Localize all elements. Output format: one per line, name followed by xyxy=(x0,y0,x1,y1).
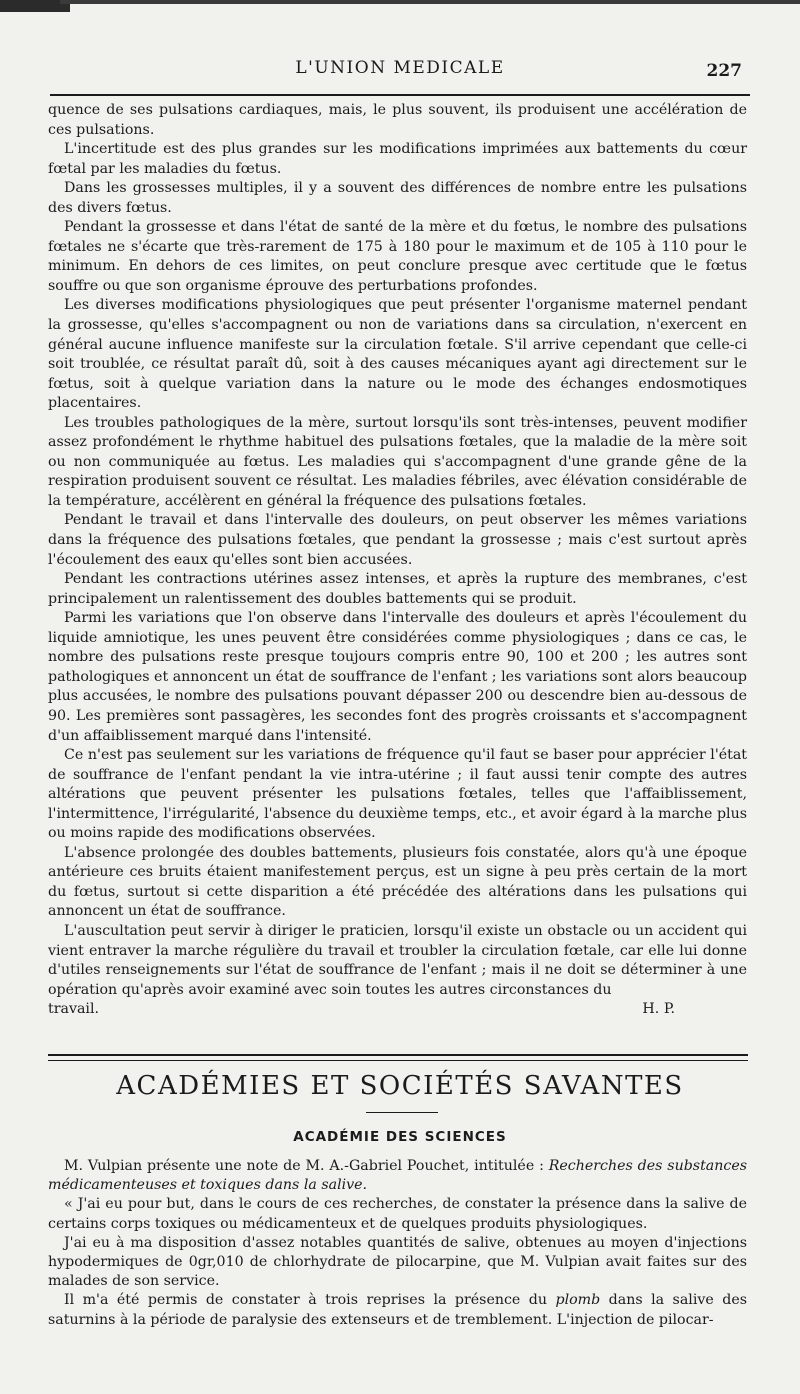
article-body xyxy=(48,101,747,1020)
page-number: 227 xyxy=(706,61,742,81)
paragraph: L'auscultation peut servir à diriger le praticien, lorsqu'il existe un obstacle ou un accident qui vient entraver la marche régulière du travail et troubler la circulation fœtale, car elle lui donne d'utiles renseignements sur l'état de souffrance de l'enfant ; mais il ne doit se déterminer à une opération qu'après avoir examiné avec soin toutes les autres circonstances du xyxy=(48,922,747,998)
paragraph: Parmi les variations que l'on observe dans l'intervalle des douleurs et après l'écoulement du liquide amniotique, les unes peuvent être considérées comme physiologiques ; dans ce cas, le nombre des pulsations reste presque toujours compris entre 90, 100 et 200 ; les autres sont pathologiques et annoncent un état de souffrance de l'enfant ; les variations sont alors beaucoup plus accusées, le nombre des pulsations pouvant dépasser 200 ou descendre bien au-dessous de 90. Les premières sont passagères, les secondes font des progrès croissants et s'accompagnent d'un affaiblissement marqué dans l'intensité. xyxy=(48,610,747,744)
intro-text: M. Vulpian présente une note de M. A.-Gabriel Pouchet, intitulée : xyxy=(64,1158,549,1174)
paragraph: quence de ses pulsations cardiaques, mais, le plus souvent, ils produisent une accélération de ces pulsations. xyxy=(48,102,747,138)
paragraph: J'ai eu à ma disposition d'assez notables quantités de salive, obtenues au moyen d'injections hypodermiques de 0gr,010 de chlorhydrate de pilocarpine, que M. Vulpian avait faites sur des malades de son service. xyxy=(48,1234,747,1290)
running-head xyxy=(0,58,800,86)
heading-short-rule xyxy=(366,1112,438,1113)
paragraph: Pendant les contractions utérines assez intenses, et après la rupture des membranes, c'est principalement un ralentissement des doubles battements qui se produit. xyxy=(48,571,747,607)
paragraph: Pendant la grossesse et dans l'état de santé de la mère et du fœtus, le nombre des pulsations fœtales ne s'écarte que très-rarement de 175 à 180 pour le maximum et de 105 à 110 pour le minimum. En dehors de ces limites, on peut conclure presque avec certitude que le fœtus souffre ou que son organisme éprouve des perturbations profondes. xyxy=(48,219,747,294)
header-rule xyxy=(50,94,750,96)
paragraph: L'absence prolongée des doubles battements, plusieurs fois constatée, alors qu'à une époque antérieure ces bruits étaient manifestement perçus, est un signe à peu près certain de la mort du fœtus, surtout si cette disparition a été précédée des altérations dans les pulsations qui annoncent un état de souffrance. xyxy=(48,844,747,920)
sub-heading: ACADÉMIE DES SCIENCES xyxy=(293,1129,507,1145)
section-double-rule xyxy=(48,1054,748,1061)
note-title: Recherches des substances médicamenteuses et toxiques dans la salive. xyxy=(48,1158,747,1194)
paragraph: « J'ai eu pour but, dans le cours de ces recherches, de constater la présence dans la salive de certains corps toxiques ou médicamenteux et de quelques produits physiologiques. xyxy=(48,1196,747,1232)
paragraph: Les troubles pathologiques de la mère, surtout lorsqu'ils sont très-intenses, peuvent modifier assez profondément le rhythme habituel des pulsations fœtales, que la maladie de la mère soit ou non communiquée au fœtus. Les maladies qui s'accompagnent d'une grande gêne de la respiration produisent souvent ce résultat. Les maladies fébriles, avec élévation considérable de la température, accélèrent en général la fréquence des pulsations fœtales. xyxy=(48,414,747,509)
paragraph: Dans les grossesses multiples, il y a souvent des différences de nombre entre les pulsations des divers fœtus. xyxy=(48,180,747,216)
paragraph: Ce n'est pas seulement sur les variations de fréquence qu'il faut se baser pour apprécier l'état de souffrance de l'enfant pendant la vie intra-utérine ; il faut aussi tenir compte des autres altérations que peuvent présenter les pulsations fœtales, telles que l'affaiblissement, l'intermittence, l'irrégularité, l'absence du deuxième temps, etc., et avoir égard à la marche plus ou moins rapide des modifications observées. xyxy=(48,747,747,842)
last-word: travail. xyxy=(48,1001,100,1018)
paragraph: L'incertitude est des plus grandes sur les modifications imprimées aux battements du cœur fœtal par les maladies du fœtus. xyxy=(48,141,747,177)
emphasized-word: plomb xyxy=(555,1292,601,1309)
text-run: dans la salive des saturnins à la période de paralysie des extenseurs et de tremblement. L'injection de pilocar- xyxy=(48,1292,747,1328)
academy-report xyxy=(48,1157,747,1330)
paragraph: Les diverses modifications physiologiques que peut présenter l'organisme maternel pendant la grossesse, qu'elles s'accompagnent ou non de variations dans sa circulation, n'exercent en général aucune influence manifeste sur la circulation fœtale. S'il arrive cependant que celle-ci soit troublée, ce résultat paraît dû, soit à des causes mécaniques ayant agi directement sur le fœtus, soit à quelque variation dans la nature ou le mode des échanges endosmotiques placentaires. xyxy=(48,297,747,412)
signoff-line xyxy=(48,1000,747,1020)
section-heading: ACADÉMIES ET SOCIÉTÉS SAVANTES xyxy=(116,1071,684,1101)
page-top-edge xyxy=(60,0,800,4)
text-run: Il m'a été permis de constater à trois reprises la présence du xyxy=(64,1292,556,1309)
paragraph: Pendant le travail et dans l'intervalle des douleurs, on peut observer les mêmes variations dans la fréquence des pulsations fœtales, que pendant la grossesse ; mais c'est surtout après l'écoulement des eaux qu'elles sont bien accusées. xyxy=(48,512,747,568)
author-signature: H. P. xyxy=(642,1001,675,1018)
paragraph xyxy=(48,1291,747,1329)
paragraph xyxy=(48,1157,747,1195)
running-title: L'UNION MEDICALE xyxy=(295,58,505,78)
